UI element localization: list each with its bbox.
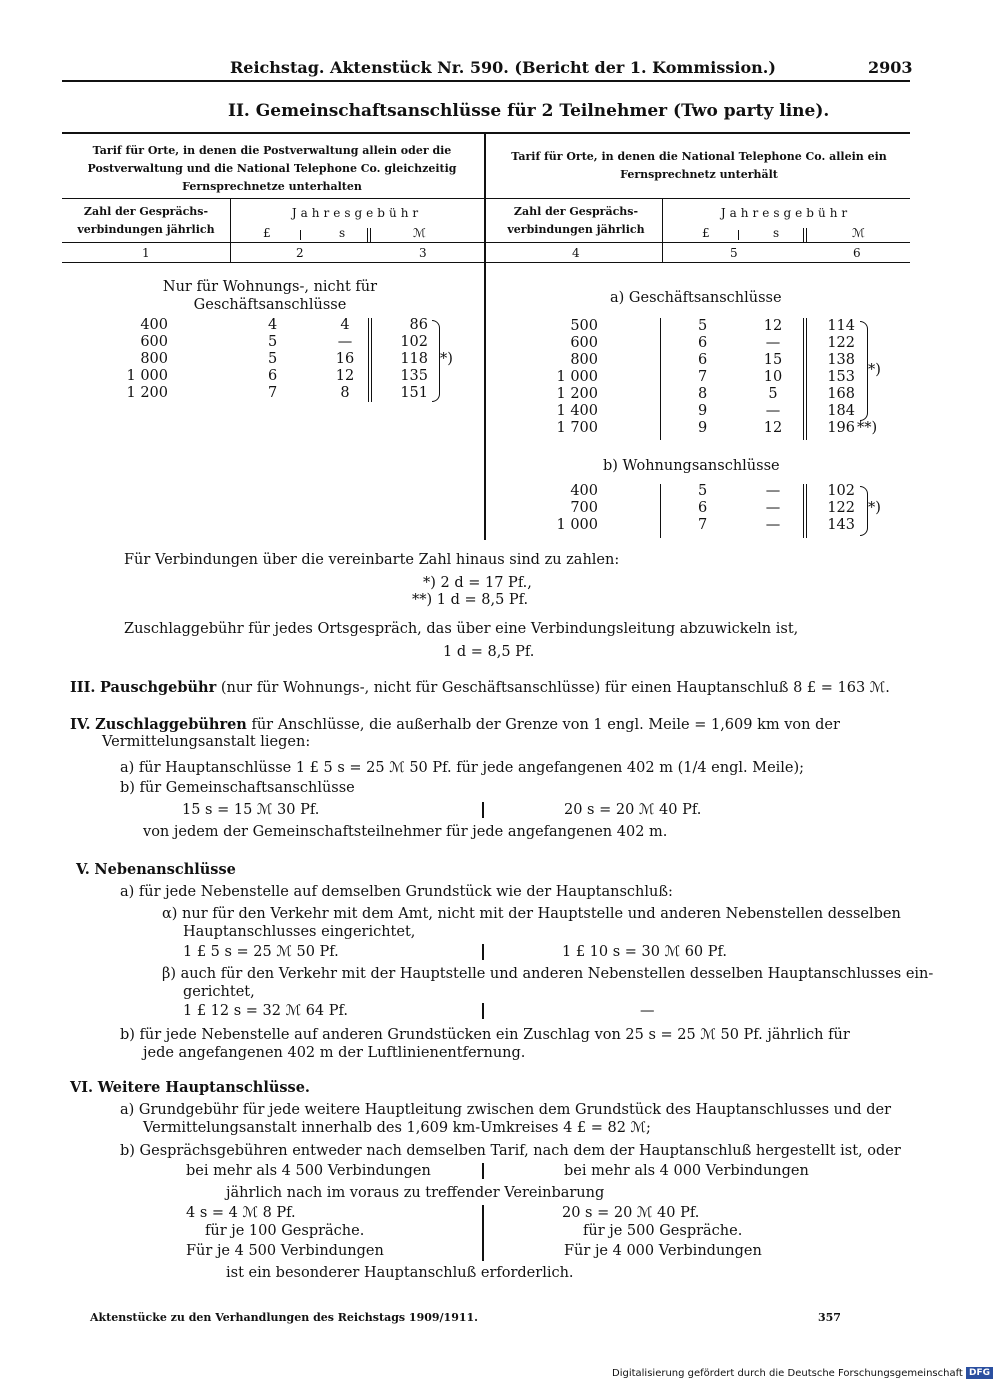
- section-V-alpha-left: 1 £ 5 s = 25 ℳ 50 Pf.: [183, 944, 339, 960]
- right-count: 1 000: [556, 369, 598, 385]
- section-IV-text2: Vermittelungsanstalt liegen:: [102, 734, 311, 750]
- left-caption: Tarif für Orte, in denen die Postverwaltung allein oder die Postverwaltung und die National Telephone Co. gleichzeitig Fernsprechnetze unterhalten: [87, 144, 457, 193]
- col-number-1: 1: [142, 246, 150, 260]
- left-count: 400: [140, 317, 168, 333]
- extra-calls-text: Für Verbindungen über die vereinbarte Zahl hinaus sind zu zahlen:: [124, 552, 620, 568]
- col-annual-fee-left: Jahresgebühr: [291, 206, 423, 220]
- col-number-5: 5: [730, 246, 738, 260]
- section-VI-b-left2: 4 s = 4 ℳ 8 Pf.: [186, 1205, 296, 1221]
- section-IV-divider: [482, 802, 484, 818]
- section-III: [70, 679, 890, 696]
- left-mark: 118: [400, 351, 428, 367]
- unit-pound-right: £: [702, 226, 710, 240]
- left-s: 8: [340, 385, 350, 401]
- left-mark: 86: [409, 317, 428, 333]
- left-pound: 5: [268, 351, 278, 367]
- right-brace-b: [860, 486, 868, 536]
- left-s: 16: [335, 351, 355, 367]
- col-count-header-left: Zahl der Gesprächs-verbindungen jährlich: [77, 205, 215, 236]
- right-subtitle-b: b) Wohnungsanschlüsse: [603, 458, 780, 474]
- surcharge-value: 1 d = 8,5 Pf.: [443, 644, 535, 660]
- left-count: 1 200: [126, 385, 168, 401]
- left-count: 800: [140, 351, 168, 367]
- section-V-beta2: gerichtet,: [183, 984, 255, 1000]
- dfg-logo: DFG: [966, 1367, 993, 1379]
- right-b-pound: 7: [698, 517, 708, 533]
- digitization-credit: Digitalisierung gefördert durch die Deutsche Forschungsgemeinschaft: [612, 1368, 963, 1379]
- right-footnote-mark-a1: *): [868, 362, 881, 378]
- left-s: 12: [335, 368, 355, 384]
- section-V-beta-right: —: [640, 1003, 655, 1019]
- section-V-beta-divider: [482, 1003, 484, 1019]
- section-IV-a: a) für Hauptanschlüsse 1 £ 5 s = 25 ℳ 50 Pf. für jede angefangenen 402 m (1/4 engl. Meile);: [120, 760, 805, 776]
- section-II-heading: II. Gemeinschaftsanschlüsse für 2 Teilnehmer (Two party line).: [228, 101, 830, 121]
- section-V-title: Nebenanschlüsse: [94, 861, 236, 878]
- left-mark: 151: [400, 385, 428, 401]
- section-V-b1: b) für jede Nebenstelle auf anderen Grundstücken ein Zuschlag von 25 s = 25 ℳ 50 Pf. jährlich für: [120, 1027, 850, 1043]
- right-s: 15: [763, 352, 783, 368]
- right-b-pound: 5: [698, 483, 708, 499]
- section-VI-b-left1: bei mehr als 4 500 Verbindungen: [186, 1163, 431, 1179]
- section-IV-b: b) für Gemeinschaftsanschlüsse: [120, 780, 355, 796]
- col-number-3: 3: [419, 246, 427, 260]
- section-III-label: III.: [70, 679, 96, 696]
- right-mark: 184: [827, 403, 855, 419]
- right-b-s: —: [765, 500, 781, 516]
- left-pound: 7: [268, 385, 278, 401]
- left-footnote-mark: *): [440, 351, 453, 367]
- right-pound: 6: [698, 352, 708, 368]
- left-mark: 135: [400, 368, 428, 384]
- col-number-6: 6: [853, 246, 861, 260]
- section-VI-b-left4: Für je 4 500 Verbindungen: [186, 1243, 384, 1259]
- extra-rate-1: *) 2 d = 17 Pf.,: [423, 575, 532, 591]
- right-s: 12: [763, 318, 783, 334]
- right-count: 800: [570, 352, 598, 368]
- section-III-title: Pauschgebühr: [100, 679, 217, 696]
- section-IV-b-end: von jedem der Gemeinschaftsteilnehmer für jede angefangenen 402 m.: [143, 824, 668, 840]
- right-count: 1 200: [556, 386, 598, 402]
- section-III-text: (nur für Wohnungs-, nicht für Geschäftsanschlüsse) für einen Hauptanschluß 8 £ = 163 ℳ.: [220, 680, 890, 696]
- right-b-mark: 143: [827, 517, 855, 533]
- section-IV-title: Zuschlaggebühren: [95, 716, 247, 733]
- right-b-count: 400: [570, 483, 598, 499]
- right-count: 500: [570, 318, 598, 334]
- left-count: 1 000: [126, 368, 168, 384]
- right-brace-a: [860, 321, 868, 421]
- section-VI-divider-1: [482, 1163, 484, 1179]
- section-VI-label: VI.: [70, 1079, 94, 1096]
- page-number: 2903: [868, 58, 913, 77]
- right-mark: 138: [827, 352, 855, 368]
- right-b-mark: 102: [827, 483, 855, 499]
- col-number-2: 2: [296, 246, 304, 260]
- section-VI-b-right2: 20 s = 20 ℳ 40 Pf.: [562, 1205, 700, 1221]
- running-title: Reichstag. Aktenstück Nr. 590. (Bericht der 1. Kommission.): [230, 58, 776, 77]
- section-IV-b-right: 20 s = 20 ℳ 40 Pf.: [564, 802, 702, 818]
- section-V-b2: jede angefangenen 402 m der Luftlinienentfernung.: [143, 1045, 526, 1061]
- unit-s-left: s: [339, 226, 346, 240]
- section-IV-line1: [70, 716, 840, 733]
- col-number-4: 4: [572, 246, 580, 260]
- right-count: 1 400: [556, 403, 598, 419]
- surcharge-text: Zuschlaggebühr für jedes Ortsgespräch, das über eine Verbindungsleitung abzuwickeln ist,: [124, 621, 799, 637]
- left-s: 4: [340, 317, 350, 333]
- left-brace: [432, 320, 440, 402]
- unit-pound-left: £: [263, 226, 271, 240]
- right-b-s: —: [765, 483, 781, 499]
- section-V-heading: [76, 861, 236, 878]
- right-pound: 9: [698, 420, 708, 436]
- section-VI-divider-2: [482, 1205, 484, 1261]
- section-VI-b-end: ist ein besonderer Hauptanschluß erforderlich.: [226, 1265, 574, 1281]
- right-pound: 9: [698, 403, 708, 419]
- unit-mark-right: ℳ: [852, 226, 865, 240]
- right-subtitle-a: a) Geschäftsanschlüsse: [610, 290, 782, 306]
- left-s: —: [337, 334, 353, 350]
- section-V-beta1: β) auch für den Verkehr mit der Hauptstelle und anderen Nebenstellen desselben Hauptanschlusses ein-: [162, 966, 934, 982]
- right-pound: 5: [698, 318, 708, 334]
- section-VI-b1: b) Gesprächsgebühren entweder nach demselben Tarif, nach dem der Hauptanschluß hergestellt ist, oder: [120, 1143, 901, 1159]
- left-count: 600: [140, 334, 168, 350]
- right-b-pound: 6: [698, 500, 708, 516]
- section-VI-a2: Vermittelungsanstalt innerhalb des 1,609 km-Umkreises 4 £ = 82 ℳ;: [143, 1120, 651, 1136]
- left-pound: 6: [268, 368, 278, 384]
- section-V-alpha1: α) nur für den Verkehr mit dem Amt, nicht mit der Hauptstelle und anderen Nebenstellen desselben: [162, 906, 901, 922]
- section-VI-title: Weitere Hauptanschlüsse.: [97, 1079, 310, 1096]
- footer-page: 357: [818, 1311, 841, 1324]
- right-s: 12: [763, 420, 783, 436]
- section-V-a: a) für jede Nebenstelle auf demselben Grundstück wie der Hauptanschluß:: [120, 884, 673, 900]
- right-b-mark: 122: [827, 500, 855, 516]
- section-V-alpha-divider: [482, 944, 484, 960]
- right-s: 5: [768, 386, 778, 402]
- section-VI-b-right3: für je 500 Gespräche.: [583, 1223, 743, 1239]
- right-b-count: 1 000: [556, 517, 598, 533]
- right-s: —: [765, 335, 781, 351]
- section-IV-label: IV.: [70, 716, 91, 733]
- section-IV-text1: für Anschlüsse, die außerhalb der Grenze von 1 engl. Meile = 1,609 km von der: [251, 717, 840, 733]
- section-V-alpha-right: 1 £ 10 s = 30 ℳ 60 Pf.: [562, 944, 727, 960]
- unit-s-right: s: [773, 226, 780, 240]
- right-b-count: 700: [570, 500, 598, 516]
- right-pound: 8: [698, 386, 708, 402]
- left-pound: 5: [268, 334, 278, 350]
- right-caption: Tarif für Orte, in denen die National Telephone Co. allein ein Fernsprechnetz unterhält: [511, 150, 887, 181]
- section-V-beta-left: 1 £ 12 s = 32 ℳ 64 Pf.: [183, 1003, 348, 1019]
- section-VI-b-mid: jährlich nach im voraus zu treffender Vereinbarung: [226, 1185, 605, 1201]
- header-rule: [62, 80, 910, 82]
- right-footnote-mark-b: *): [868, 500, 881, 516]
- right-s: —: [765, 403, 781, 419]
- footer-source: Aktenstücke zu den Verhandlungen des Reichstags 1909/1911.: [90, 1311, 478, 1324]
- right-footnote-mark-a2: **): [857, 420, 878, 436]
- right-pound: 6: [698, 335, 708, 351]
- right-mark: 196: [827, 420, 855, 436]
- section-VI-b-left3: für je 100 Gespräche.: [205, 1223, 365, 1239]
- section-VI-b-right1: bei mehr als 4 000 Verbindungen: [564, 1163, 809, 1179]
- section-V-alpha2: Hauptanschlusses eingerichtet,: [183, 924, 416, 940]
- extra-rate-2: **) 1 d = 8,5 Pf.: [412, 592, 529, 608]
- section-VI-b-right4: Für je 4 000 Verbindungen: [564, 1243, 762, 1259]
- right-s: 10: [763, 369, 783, 385]
- left-pound: 4: [268, 317, 278, 333]
- col-annual-fee-right: Jahresgebühr: [720, 206, 852, 220]
- col-count-header-right: Zahl der Gesprächs-verbindungen jährlich: [507, 205, 645, 236]
- right-mark: 168: [827, 386, 855, 402]
- section-VI-heading: [70, 1079, 310, 1096]
- right-b-s: —: [765, 517, 781, 533]
- unit-mark-left: ℳ: [413, 226, 426, 240]
- left-mark: 102: [400, 334, 428, 350]
- section-VI-a1: a) Grundgebühr für jede weitere Hauptleitung zwischen dem Grundstück des Hauptanschlusses und der: [120, 1102, 892, 1118]
- section-IV-b-left: 15 s = 15 ℳ 30 Pf.: [182, 802, 320, 818]
- right-count: 600: [570, 335, 598, 351]
- right-mark: 122: [827, 335, 855, 351]
- right-count: 1 700: [556, 420, 598, 436]
- right-mark: 153: [827, 369, 855, 385]
- right-mark: 114: [827, 318, 855, 334]
- left-subtitle: Nur für Wohnungs-, nicht für Geschäftsanschlüsse: [162, 279, 378, 313]
- right-pound: 7: [698, 369, 708, 385]
- section-V-label: V.: [76, 861, 90, 878]
